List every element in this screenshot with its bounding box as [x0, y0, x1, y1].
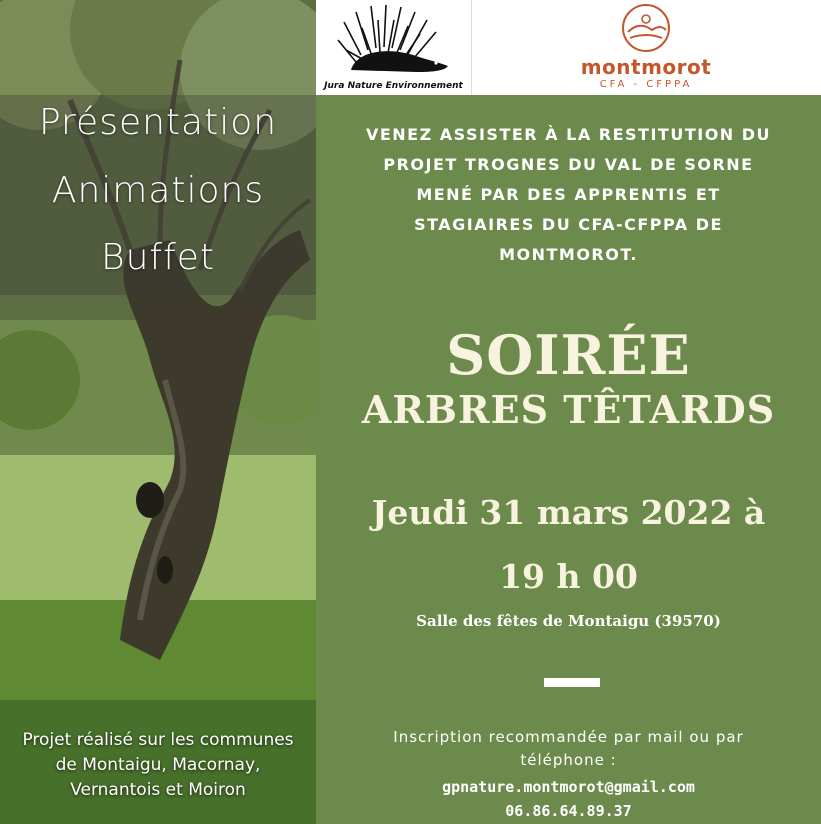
registration-line-1: Inscription recommandée par mail ou par — [393, 728, 744, 746]
footer-line-1: Projet réalisé sur les communes — [22, 730, 294, 750]
divider — [544, 678, 600, 687]
montmorot-logo — [471, 0, 821, 95]
jne-logo-text: Jura Nature Environnement — [324, 81, 463, 91]
intro-line-5: MONTMOROT. — [499, 245, 638, 264]
landscape-circle-icon — [616, 2, 676, 54]
hedgehog-icon — [316, 0, 471, 80]
jura-nature-environnement-logo — [316, 0, 472, 95]
event-info-panel — [316, 95, 821, 824]
partner-logos — [316, 0, 821, 95]
event-title-soiree: SOIRÉE — [446, 323, 691, 387]
montmorot-logo-subtitle: CFA - CFPPA — [599, 79, 693, 90]
footer-line-2: de Montaigu, Macornay, — [55, 755, 261, 775]
willow-tree-photo — [0, 0, 316, 824]
program-item-presentation: Présentation — [38, 102, 278, 143]
event-date: Jeudi 31 mars 2022 à — [371, 493, 766, 532]
event-title-arbres-tetards: ARBRES TÊTARDS — [361, 387, 776, 432]
contact-phone: 06.86.64.89.37 — [505, 802, 632, 820]
intro-line-4: STAGIAIRES DU CFA-CFPPA DE — [414, 215, 723, 234]
registration-note — [346, 726, 791, 772]
footer-line-3: Vernantois et Moiron — [70, 780, 246, 800]
contact-email: gpnature.montmorot@gmail.com — [442, 778, 695, 796]
event-time: 19 h 00 — [499, 557, 638, 596]
intro-line-2: PROJET TROGNES DU VAL DE SORNE — [383, 155, 754, 174]
program-item-animations: Animations — [51, 170, 265, 211]
registration-line-2: téléphone : — [520, 751, 617, 769]
montmorot-logo-name: montmorot — [580, 55, 712, 79]
intro-text — [316, 120, 821, 270]
event-venue: Salle des fêtes de Montaigu (39570) — [416, 612, 721, 630]
project-communes-note — [0, 728, 316, 803]
program-item-buffet: Buffet — [101, 237, 215, 278]
intro-line-1: VENEZ ASSISTER À LA RESTITUTION DU — [365, 125, 772, 144]
intro-line-3: MENÉ PAR DES APPRENTIS ET — [416, 185, 721, 204]
